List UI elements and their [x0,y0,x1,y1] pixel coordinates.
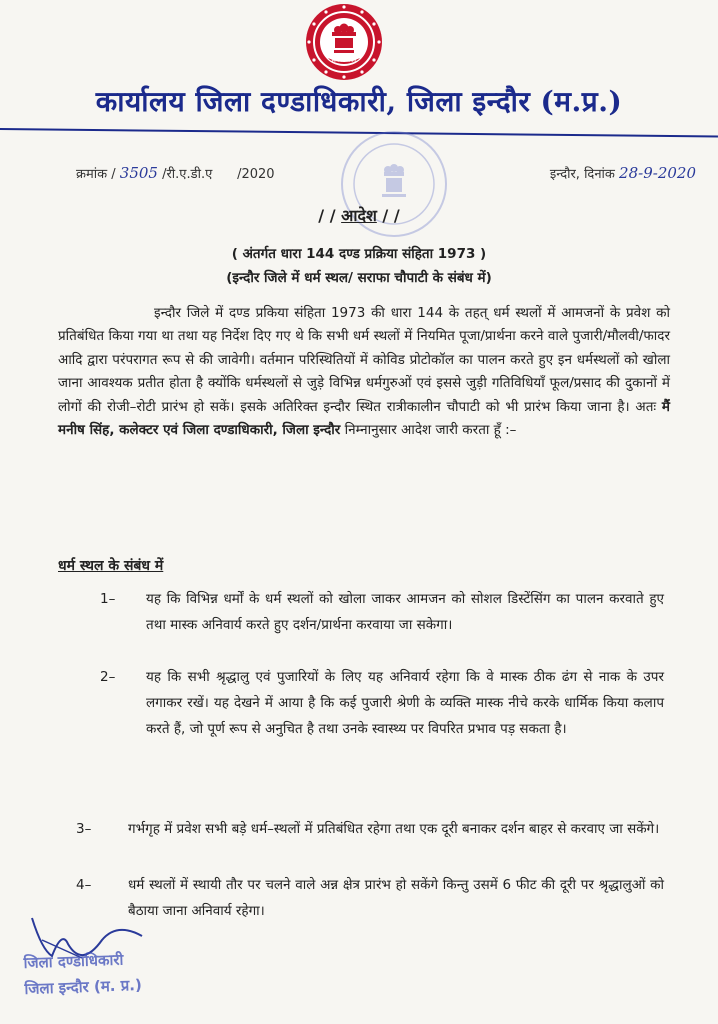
list-item-number: 4– [76,877,92,893]
magistrate-stamp [23,946,142,1002]
list-item-number: 2– [100,669,116,685]
order-title-text: आदेश [341,206,377,225]
reference-spacer [216,167,233,182]
reference-year: /2020 [237,167,275,182]
paragraph-authority: मैं मनीष सिंह, कलेक्टर एवं जिला दण्डाधिकारी, जिला इन्दौर [58,398,670,439]
list-item-text: गर्भगृह में प्रवेश सभी बड़े धर्म–स्थलों में प्रतिबंधित रहेगा तथा एक दूरी बनाकर दर्शन बाहर से करवाए जा सकेंगे। [128,821,660,837]
list-item [76,816,664,842]
reference-number [76,164,275,182]
paragraph-start: इन्दौर जिले में दण्ड प्रकिया संहिता 1973 की धारा 144 के तहत् धर्म स्थलों में आमजनों के प्रवेश को प्रतिबंधित किया गया था तथा यह निर्देश दिए गए थे कि सभी धर्म स्थलों में नियमित पूजा/प्रार्थना करने वाले पुजारी/मौलवी/फादर आदि द्वारा परंपरागत रूप से की जावेगी। वर्तमान परिस्थितियों में कोविड प्रोटोकॉल का पालन करते हुए इन धर्मस्थलों को खोला जाना आवश्यक प्रतीत होता है क्योंकि धर्मस्थलों से जुड़े विभिन्न धर्मगुरुओं एवं इससे जुड़ी गतिविधियॉं फूल/प्रसाद की दुकानों में लोगों की रोजी–रोटी प्रारंभ हो सकें। इसके अतिरिक्त इन्दौर स्थित रात्रीकालीन चौपाटी को भी प्रारंभ किया जाना है। अतः [58,305,670,415]
reference-dept: /री.ए.डी.ए [162,167,213,182]
list-item-text: यह कि सभी श्रृद्धालु एवं पुजारियों के लिए यह अनिवार्य रहेगा कि वे मास्क ठीक ढंग से नाक के उपर लगाकर रखें। यह देखने में आया है कि कई पुजारी श्रेणी के व्यक्ति मास्क नीचे करके धार्मिक किया कलाप करते हैं, जो पूर्ण रूप से अनुचित है तथा उनके स्वास्थ्य पर विपरित प्रभाव पड़ सकता है। [146,669,664,737]
list-item-text: धर्म स्थलों में स्थायी तौर पर चलने वाले अन्न क्षेत्र प्रारंभ हो सकेंगे किन्तु उसमें 6 फीट की दूरी पर श्रृद्धालुओं को बैठाया जाना अनिवार्य रहेगा। [128,877,664,919]
stamp-line-district: जिला इन्दौर (म. प्र.) [24,975,143,999]
order-title-prefix: / / [318,206,342,225]
list-item [76,872,664,924]
list-item-number: 1– [100,591,116,607]
order-subtitle-subject: (इन्दौर जिले में धर्म स्थल/ सराफा चौपाटी के संबंध में) [226,270,492,286]
list-item-number: 3– [76,821,92,837]
order-subtitle-section: ( अंतर्गत धारा 144 दण्ड प्रक्रिया संहिता 1973 ) [231,246,487,262]
emblem-motto: सत्यमेव जयते [331,58,357,64]
stamp-line-title: जिला दण्डाधिकारी [23,950,124,973]
body-paragraph [58,302,670,442]
order-title-suffix: / / [376,206,400,225]
list-item-text: यह कि विभिन्न धर्मों के धर्म स्थलों को खोला जाकर आमजन को सोशल डिस्टेंसिंग का पालन करवाते हुए तथा मास्क अनिवार्य करते हुए दर्शन/प्रार्थना करवाया जा सकेगा। [146,591,664,633]
paragraph-end: निम्नानुसार आदेश जारी करता हूँ :– [340,422,517,439]
order-date [550,164,696,182]
reference-slash: / [111,167,116,182]
date-label: इन्दौर, दिनांक [549,167,615,182]
list-item [100,664,664,742]
office-title: कार्यालय जिला दण्डाधिकारी, जिला इन्दौर (म.प्र.) [95,85,623,118]
order-title [0,204,718,226]
reference-label: क्रमांक [76,167,108,182]
list-item [100,586,664,638]
date-handwritten-value: 28-9-2020 [619,164,696,182]
section-heading: धर्म स्थल के संबंध में [58,558,164,574]
reference-handwritten-number: 3505 [119,164,158,182]
state-emblem-logo [304,2,384,82]
